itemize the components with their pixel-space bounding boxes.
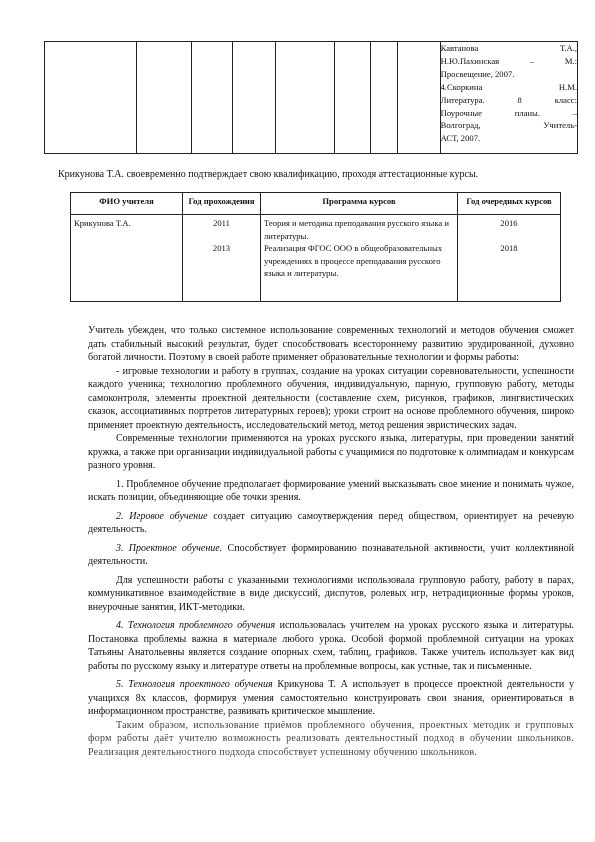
paragraph-text: Способствует формированию познавательной активности, учит коллективной деятельности. bbox=[88, 542, 574, 567]
reference-line: Просвещение, 2007. bbox=[440, 68, 515, 79]
reference-line: Волгоград, Учитель- bbox=[440, 120, 577, 131]
paragraph bbox=[88, 542, 574, 569]
table-cell bbox=[371, 42, 397, 154]
reference-line: Поурочные планы. – bbox=[440, 107, 577, 118]
next-year-2: 2018 bbox=[500, 242, 518, 253]
paragraph-label: 5. Технология проектного обучения bbox=[116, 679, 273, 690]
column-header-program: Программа курсов bbox=[261, 193, 458, 215]
table-cell bbox=[334, 42, 371, 154]
reference-line: АСТ, 2007. bbox=[440, 133, 481, 144]
table-row bbox=[71, 215, 561, 302]
table-cell bbox=[192, 42, 233, 154]
paragraph-label: 4. Технология проблемного обучения bbox=[116, 620, 276, 631]
column-header-year: Год прохождения bbox=[183, 193, 261, 215]
paragraph bbox=[88, 678, 574, 719]
program-1: Теория и методика преподавания русского языка и литературы. bbox=[264, 218, 449, 241]
next-year-1: 2016 bbox=[500, 218, 518, 229]
paragraph: Учитель убежден, что только системное использование современных технологий и методов обучения сможет дать стабильный высокий результат, будет способствовать всестороннему развитию эрудированной, духовно богатой личности. Поэтому в своей работе применяет образовательные технологии и формы работы: bbox=[88, 325, 574, 363]
reference-line: 4.Скоркина Н.М. bbox=[440, 81, 577, 92]
reference-line: Кавтанова Т.А., bbox=[440, 43, 577, 53]
paragraph: - игровые технологии и работу в группах, создание на уроках ситуации соревновательности, успешности каждого ученика; технологию проблемного обучения, индивидуальную, парную, групповую работу, методы самоконтроля, элементы проектной деятельности (составление схем, рисунков, графиков, лингвистических сказок, ассоциативных портретов литературных героев); уроки строит на основе проблемного обучения, широко применяет проектную деятельность, исследовательский метод, метод решения эвристических задач. bbox=[88, 365, 574, 431]
paragraph: Для успешности работы с указанными технологиями использовала групповую работу, работу в парах, коммуникативное взаимодействие в виде дискуссий, диспутов, ролевых игр, нетрадиционные формы уроков, внеурочные занятия, ИКТ-методики. bbox=[88, 574, 574, 613]
paragraph bbox=[88, 619, 574, 673]
paragraph-label: 3. Проектное обучение. bbox=[116, 542, 223, 554]
column-header-teacher: ФИО учителя bbox=[71, 193, 183, 215]
year-1: 2011 bbox=[213, 218, 230, 229]
table-cell bbox=[275, 42, 334, 154]
paragraph: Современные технологии применяются на уроках русского языка, литературы, при проведении занятий кружка, а также при организации индивидуальной работы с учащимися по подготовке к олимпиадам и конкурсам разного уровня. bbox=[88, 433, 574, 471]
body-text bbox=[88, 324, 574, 759]
courses-table bbox=[70, 192, 561, 302]
reference-table bbox=[44, 41, 578, 154]
program-cell bbox=[261, 215, 458, 302]
year-cell bbox=[183, 215, 261, 302]
table-cell bbox=[136, 42, 192, 154]
reference-line: Н.Ю.Пахинская – М.: bbox=[440, 55, 577, 66]
paragraph-text: использовалась учителем на уроках русского языка и литературы. Постановка проблемы важна в материале любого урока. Особой формой проблемной ситуации на уроках Татьяны Анатольевны является создание опорных схем, таблиц, графиков. Также учитель использует как вид работы по русскому языку и литературе ответы на проблемные вопросы, как устные, так и письменные. bbox=[88, 620, 574, 672]
paragraph: 1. Проблемное обучение предполагает формирование умений высказывать свое мнение и понимать чужое, искать позиции, объединяющие обе точки зрения. bbox=[88, 478, 574, 503]
paragraph-label: 2. Игровое обучение bbox=[116, 510, 208, 522]
paragraph-text: Крикунова Т. А использует в процессе проектной деятельности у учащихся 8х классов, формируя умения самостоятельно конструировать свои знания, ориентироваться в информационном пространстве, развивать критическое мышление. bbox=[88, 679, 575, 717]
paragraph: Таким образом, использование приёмов проблемного обучения, проектных методик и групповых форм работы даёт учителю возможность реализовать деятельностный подход в обучении школьников. Реализация деятельностного подхода способствует успешному обучению школьников. bbox=[88, 719, 574, 758]
column-header-next-year: Год очередных курсов bbox=[458, 193, 561, 215]
table-cell bbox=[233, 42, 276, 154]
paragraph-text: создает ситуацию самоутверждения перед обществом, ориентирует на речевую деятельность. bbox=[88, 510, 574, 535]
next-year-cell bbox=[458, 215, 561, 302]
year-2: 2013 bbox=[212, 242, 231, 253]
reference-line: Литература. 8 класс: bbox=[440, 94, 577, 105]
paragraph bbox=[88, 510, 574, 537]
reference-cell bbox=[440, 42, 577, 154]
table-cell bbox=[397, 42, 440, 154]
program-2: Реализация ФГОС ООО в общеобразовательных учреждениях в процессе преподавания русского языка и литературы. bbox=[264, 243, 443, 279]
qualification-text: Крикунова Т.А. своевременно подтверждает свою квалификацию, проходя аттестационные курсы. bbox=[58, 169, 479, 180]
teacher-name: Крикунова Т.А. bbox=[71, 215, 183, 302]
table-cell bbox=[45, 42, 137, 154]
